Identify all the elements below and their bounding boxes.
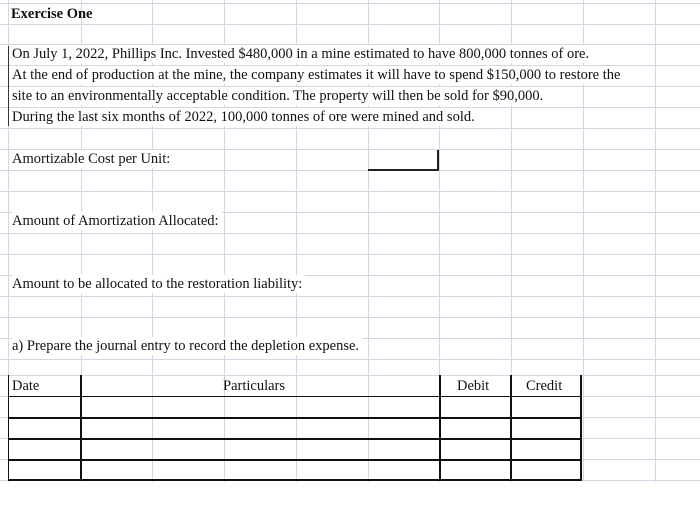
gridline-horizontal xyxy=(0,128,700,129)
journal-header-debit: Debit xyxy=(457,378,490,394)
journal-row-1-particulars[interactable] xyxy=(83,398,439,417)
amortizable-cost-label: Amortizable Cost per Unit: xyxy=(12,150,173,168)
paragraph-border xyxy=(8,46,9,126)
journal-row-3-particulars[interactable] xyxy=(83,441,439,459)
journal-border-date xyxy=(80,375,82,481)
journal-row-2-particulars[interactable] xyxy=(83,420,439,438)
restoration-liability-label: Amount to be allocated to the restoration liability: xyxy=(12,275,305,293)
journal-border-debit xyxy=(510,375,512,481)
journal-row-divider xyxy=(8,459,582,461)
gridline-horizontal xyxy=(0,317,700,318)
problem-line-3: site to an environmentally acceptable condition. The property will then be sold for $90,000. xyxy=(12,87,546,105)
problem-line-4: During the last six months of 2022, 100,000 tonnes of ore were mined and sold. xyxy=(12,108,478,126)
gridline-vertical xyxy=(655,0,656,482)
journal-row-2-credit[interactable] xyxy=(513,420,580,438)
gridline-horizontal xyxy=(0,3,700,4)
journal-table xyxy=(8,375,582,481)
journal-row-2-debit[interactable] xyxy=(442,420,510,438)
gridline-horizontal xyxy=(0,170,700,171)
journal-row-4-date[interactable] xyxy=(10,462,80,479)
journal-border-left xyxy=(8,375,9,481)
problem-line-2: At the end of production at the mine, the company estimates it will have to spend $150,000 to restore the xyxy=(12,66,623,84)
journal-row-4-credit[interactable] xyxy=(513,462,580,479)
gridline-horizontal xyxy=(0,191,700,192)
answer-cell-border xyxy=(437,150,439,171)
journal-row-3-debit[interactable] xyxy=(442,441,510,459)
journal-row-1-debit[interactable] xyxy=(442,398,510,417)
amortizable-cost-answer-cell[interactable] xyxy=(368,169,439,171)
journal-row-1-credit[interactable] xyxy=(513,398,580,417)
journal-row-4-particulars[interactable] xyxy=(83,462,439,479)
gridline-horizontal xyxy=(0,24,700,25)
journal-row-3-credit[interactable] xyxy=(513,441,580,459)
gridline-horizontal xyxy=(0,359,700,360)
journal-row-divider xyxy=(8,438,582,440)
journal-row-divider xyxy=(8,417,582,419)
journal-header-particulars: Particulars xyxy=(223,378,286,394)
journal-row-2-date[interactable] xyxy=(10,420,80,438)
journal-row-4-debit[interactable] xyxy=(442,462,510,479)
journal-row-1-date[interactable] xyxy=(10,398,80,417)
journal-border-particulars xyxy=(439,375,441,481)
journal-row-3-date[interactable] xyxy=(10,441,80,459)
journal-border-credit xyxy=(580,375,582,481)
gridline-horizontal xyxy=(0,254,700,255)
gridline-horizontal xyxy=(0,233,700,234)
journal-border-bottom xyxy=(8,479,582,481)
journal-header-credit: Credit xyxy=(526,378,563,394)
problem-line-1: On July 1, 2022, Phillips Inc. Invested $480,000 in a mine estimated to have 800,000 tonnes of ore. xyxy=(12,45,592,63)
exercise-title: Exercise One xyxy=(11,6,93,22)
journal-header-divider xyxy=(8,396,582,397)
gridline-horizontal xyxy=(0,296,700,297)
amortization-allocated-label: Amount of Amortization Allocated: xyxy=(12,212,222,230)
journal-header-date: Date xyxy=(12,378,40,394)
part-a-instruction: a) Prepare the journal entry to record the depletion expense. xyxy=(12,337,362,355)
